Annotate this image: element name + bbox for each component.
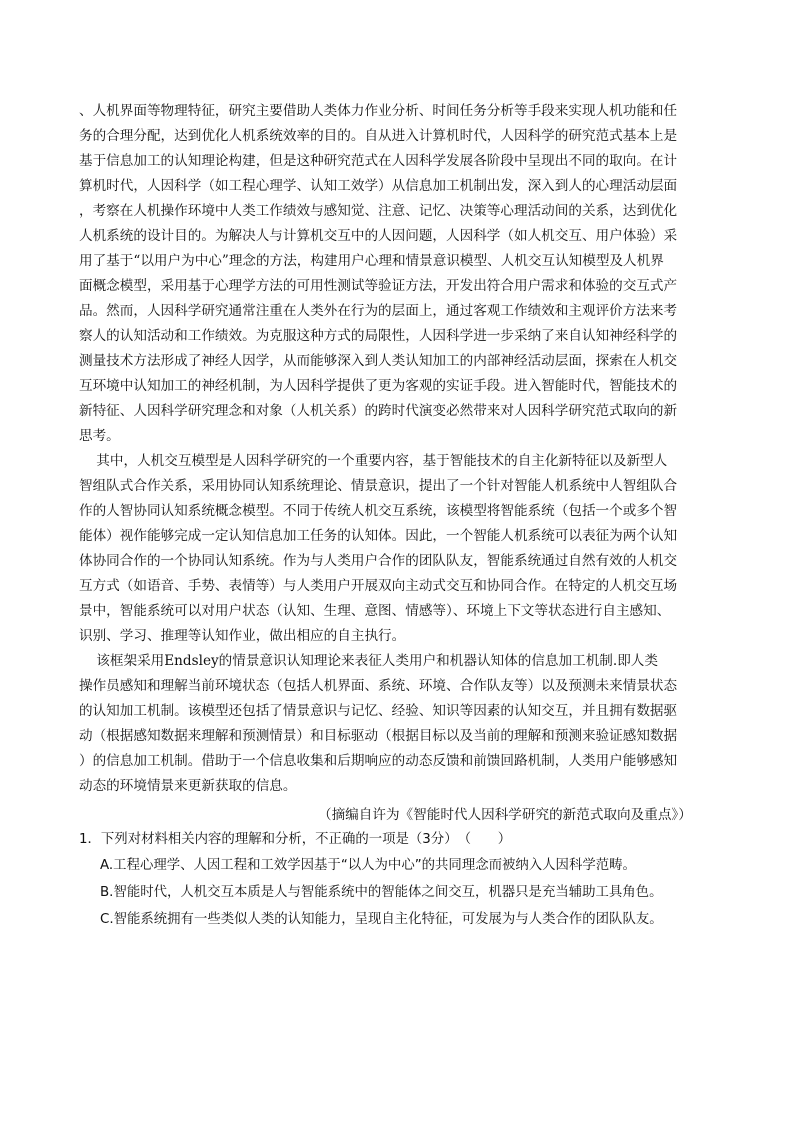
passage-line: 体协同合作的一个协同认知系统。作为与人类用户合作的团队队友，智能系统通过自然有效的人机交 — [79, 553, 678, 569]
passage-line: 测量技术方法形成了神经人因学，从而能够深入到人类认知加工的内部神经活动层面，探索在人机交 — [79, 353, 678, 369]
passage-line: ，考察在人机操作环境中人类工作绩效与感知觉、注意、记忆、决策等心理活动间的关系，达到优化 — [79, 203, 678, 219]
passage-line: 识别、学习、推理等认知作业，做出相应的自主执行。 — [79, 628, 406, 644]
passage-line: 用了基于“以用户为中心”理念的方法，构建用户心理和情景意识模型、人机交互认知模型及人机界 — [79, 253, 664, 269]
option-a[interactable]: A.工程心理学、人因工程和工效学因基于“以人为中心”的共同理念而被纳入人因科学范畴。 — [100, 858, 636, 873]
passage-line: ）的信息加工机制。借助于一个信息收集和后期响应的动态反馈和前馈回路机制，人类用户能够感知 — [79, 753, 678, 769]
passage-line: 察人的认知活动和工作绩效。为克服这种方式的局限性，人因科学进一步采纳了来自认知神经科学的 — [79, 328, 678, 344]
passage-line: 作的人智协同认知系统概念模型。不同于传统人机交互系统，该模型将智能系统（包括一个或多个智 — [79, 503, 678, 519]
passage-line: 操作员感知和理解当前环境状态（包括人机界面、系统、环境、合作队友等）以及预测未来情景状态 — [79, 678, 678, 694]
passage-line: 能体）视作能够完成一定认知信息加工任务的认知体。因此，一个智能人机系统可以表征为两个认知 — [79, 528, 678, 544]
passage-line: 思考。 — [79, 428, 120, 444]
option-c[interactable]: C.智能系统拥有一些类似人类的认知能力，呈现自主化特征，可发展为与人类合作的团队队友。 — [100, 912, 663, 927]
passage-line: 、人机界面等物理特征，研究主要借助人类体力作业分析、时间任务分析等手段来实现人机功能和任 — [79, 103, 678, 119]
passage-line: 务的合理分配，达到优化人机系统效率的目的。自从进入计算机时代，人因科学的研究范式基本上是 — [79, 128, 678, 144]
passage-line: 新特征、人因科学研究理念和对象（人机关系）的跨时代演变必然带来对人因科学研究范式取向的新 — [79, 403, 678, 419]
passage-line: 品。然而，人因科学研究通常注重在人类外在行为的层面上，通过客观工作绩效和主观评价方法来考 — [79, 303, 678, 319]
passage-line: 互方式（如语音、手势、表情等）与人类用户开展双向主动式交互和协同合作。在特定的人机交互场 — [79, 578, 678, 594]
passage-line: 景中，智能系统可以对用户状态（认知、生理、意图、情感等）、环境上下文等状态进行自主感知、 — [79, 603, 671, 619]
passage-line: 动态的环境情景来更新获取的信息。 — [79, 778, 297, 794]
passage-line: 动（根据感知数据来理解和预测情景）和目标驱动（根据目标以及当前的理解和预测来验证感知数据 — [79, 728, 678, 744]
passage-line: 其中，人机交互模型是人因科学研究的一个重要内容，基于智能技术的自主化新特征以及新型人 — [79, 453, 668, 469]
passage-source: （摘编自许为《智能时代人因科学研究的新范式取向及重点》） — [318, 807, 692, 823]
passage-line: 互环境中认知加工的神经机制，为人因科学提供了更为客观的实证手段。进入智能时代，智能技术的 — [79, 378, 678, 394]
passage-line: 人机系统的设计目的。为解决人与计算机交互中的人因问题，人因科学（如人机交互、用户体验）采 — [79, 228, 678, 244]
passage-line: 基于信息加工的认知理论构建，但是这种研究范式在人因科学发展各阶段中呈现出不同的取向。在计 — [79, 153, 678, 169]
passage-line: 该框架采用Endsley的情景意识认知理论来表征人类用户和机器认知体的信息加工机制.即人类 — [79, 653, 658, 669]
passage-line: 的认知加工机制。该模型还包括了情景意识与记忆、经验、知识等因素的认知交互，并且拥有数据驱 — [79, 703, 678, 719]
passage-line: 智组队式合作关系，采用协同认知系统理论、情景意识，提出了一个针对智能人机系统中人智组队合 — [79, 478, 678, 494]
option-b[interactable]: B.智能时代，人机交互本质是人与智能系统中的智能体之间交互，机器只是充当辅助工具角色。 — [100, 885, 663, 900]
passage-line: 面概念模型，采用基于心理学方法的可用性测试等验证方法，开发出符合用户需求和体验的交互式产 — [79, 278, 678, 294]
question-stem: 1．下列对材料相关内容的理解和分析，不正确的一项是（3分） （ ） — [79, 832, 512, 847]
passage-line: 算机时代，人因科学（如工程心理学、认知工效学）从信息加工机制出发，深入到人的心理活动层面 — [79, 178, 678, 194]
